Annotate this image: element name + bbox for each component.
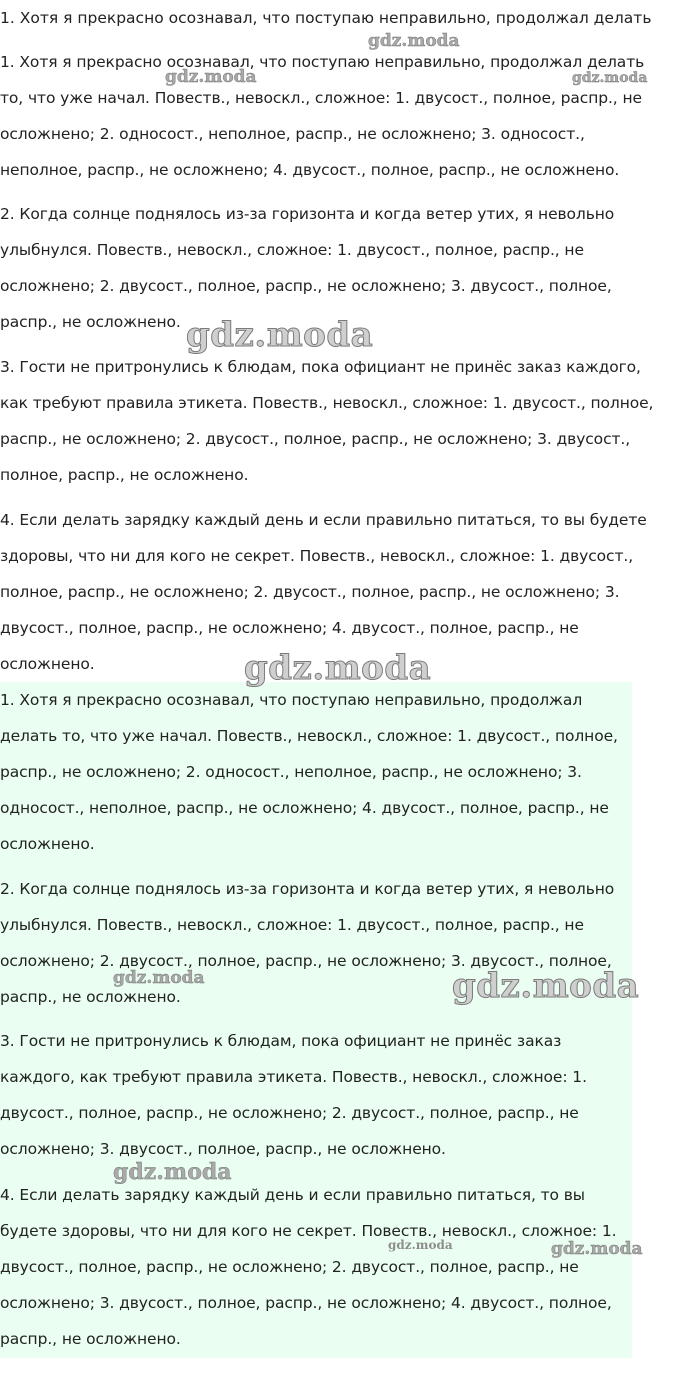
watermark: gdz.moda xyxy=(113,968,205,988)
answer1-paragraph-4: 4. Если делать зарядку каждый день и если правильно питаться, то вы будете здоровы, что ни для кого не секрет. Повеств., невоскл., сложное: 1. двусост., полное, распр., не осложнено; 2. двусост., полное, распр., не осложнено; 3. двусост., полное, распр., не осложнено; 4. двусост., полное, распр., не осложнено. xyxy=(0,511,647,673)
watermark: gdz.moda xyxy=(452,966,640,1006)
watermark: gdz.moda xyxy=(165,67,257,87)
watermark: gdz.moda xyxy=(551,1239,643,1259)
watermark: gdz.moda xyxy=(244,648,432,688)
top-line: 1. Хотя я прекрасно осознавал, что поступаю неправильно, продолжал делать xyxy=(0,9,652,27)
answer2-paragraph-3: 3. Гости не притронулись к блюдам, пока официант не принёс заказ каждого, как требуют правила этикета. Повеств., невоскл., сложное: 1. двусост., полное, распр., не осложнено; 2. двусост., полное, распр., не осложнено; 3. двусост., полное, распр., не осложнено. xyxy=(0,1032,587,1158)
watermark: gdz.moda xyxy=(572,70,648,86)
answer1-paragraph-1: 1. Хотя я прекрасно осознавал, что поступаю неправильно, продолжал делать то, что уже начал. Повеств., невоскл., сложное: 1. двусост., полное, распр., не осложнено; 2. односост., неполное, распр., не осложнено; 3. односост., неполное, распр., не осложнено; 4. двусост., полное, распр., не осложнено. xyxy=(0,53,645,179)
answer1-paragraph-3: 3. Гости не притронулись к блюдам, пока официант не принёс заказ каждого, как требуют правила этикета. Повеств., невоскл., сложное: 1. двусост., полное, распр., не осложнено; 2. двусост., полное, распр., не осложнено; 3. двусост., полное, распр., не осложнено. xyxy=(0,358,654,484)
watermark: gdz.moda xyxy=(186,315,374,355)
answer2-paragraph-2: 2. Когда солнце поднялось из-за горизонта и когда ветер утих, я невольно улыбнулся. Повеств., невоскл., сложное: 1. двусост., полное, распр., не осложнено; 2. двусост., полное, распр., не осложнено; 3. двусост., полное, распр., не осложнено. xyxy=(0,880,615,1006)
watermark: gdz.moda xyxy=(368,31,460,51)
answer2-paragraph-1: 1. Хотя я прекрасно осознавал, что поступаю неправильно, продолжал делать то, что уже начал. Повеств., невоскл., сложное: 1. двусост., полное, распр., не осложнено; 2. односост., неполное, распр., не осложнено; 3. односост., неполное, распр., не осложнено; 4. двусост., полное, распр., не осложнено. xyxy=(0,691,618,853)
watermark: gdz.moda xyxy=(113,1159,232,1185)
answer1-paragraph-2: 2. Когда солнце поднялось из-за горизонта и когда ветер утих, я невольно улыбнулся. Повеств., невоскл., сложное: 1. двусост., полное, распр., не осложнено; 2. двусост., полное, распр., не осложнено; 3. двусост., полное, распр., не осложнено. xyxy=(0,205,615,331)
answer2-paragraph-4: 4. Если делать зарядку каждый день и если правильно питаться, то вы будете здоровы, что ни для кого не секрет. Повеств., невоскл., сложное: 1. двусост., полное, распр., не осложнено; 2. двусост., полное, распр., не осложнено; 3. двусост., полное, распр., не осложнено; 4. двусост., полное, распр., не осложнено. xyxy=(0,1186,617,1348)
watermark: gdz.moda xyxy=(388,1238,453,1252)
